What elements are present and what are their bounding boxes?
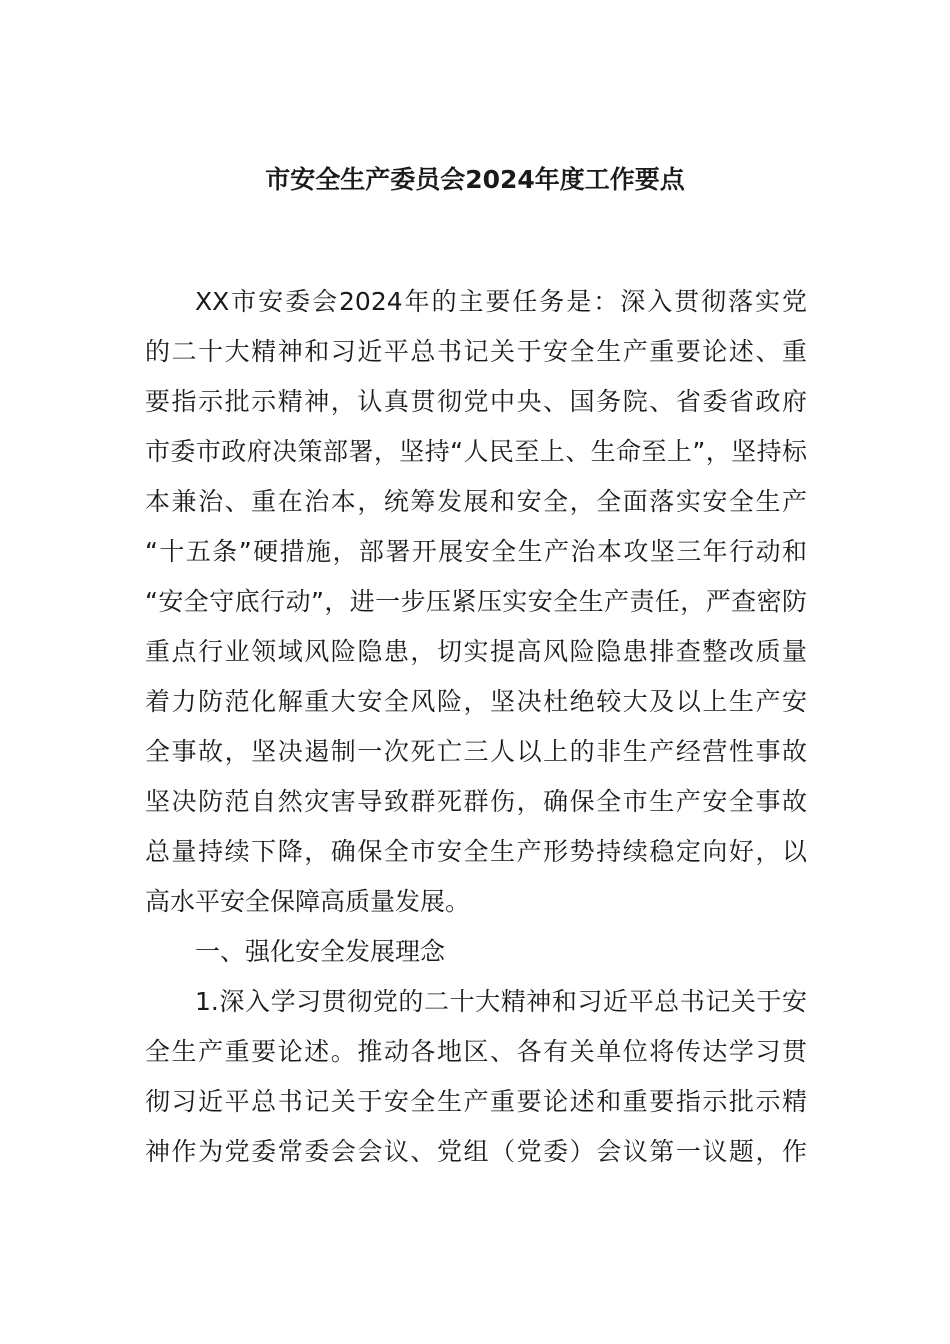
paragraph-line: 本兼治、重在治本，统筹发展和安全，全面落实安全生产 xyxy=(145,487,807,516)
paragraph-line: 神作为党委常委会会议、党组（党委）会议第一议题，作 xyxy=(145,1137,807,1166)
paragraph-line: 坚决防范自然灾害导致群死群伤，确保全市生产安全事故 xyxy=(145,787,807,816)
paragraph-line: XX市安委会2024年的主要任务是：深入贯彻落实党 xyxy=(195,287,807,316)
paragraph-line: 彻习近平总书记关于安全生产重要论述和重要指示批示精 xyxy=(145,1087,807,1116)
document-title: 市安全生产委员会2024年度工作要点 xyxy=(265,165,685,194)
paragraph-line: “安全守底行动”，进一步压紧压实安全生产责任，严查密防 xyxy=(145,587,807,616)
paragraph-line: 的二十大精神和习近平总书记关于安全生产重要论述、重 xyxy=(145,337,807,366)
paragraph-line: 市委市政府决策部署，坚持“人民至上、生命至上”，坚持标 xyxy=(145,437,807,466)
paragraph-line: “十五条”硬措施，部署开展安全生产治本攻坚三年行动和 xyxy=(145,537,807,566)
paragraph-line: 着力防范化解重大安全风险，坚决杜绝较大及以上生产安 xyxy=(145,687,807,716)
paragraph-line: 总量持续下降，确保全市安全生产形势持续稳定向好，以 xyxy=(145,837,807,866)
paragraph-line: 重点行业领域风险隐患，切实提高风险隐患排查整改质量 xyxy=(145,637,807,666)
paragraph-line: 要指示批示精神，认真贯彻党中央、国务院、省委省政府 xyxy=(145,387,807,416)
paragraph-line: 高水平安全保障高质量发展。 xyxy=(145,887,471,916)
paragraph-line: 全生产重要论述。推动各地区、各有关单位将传达学习贯 xyxy=(145,1037,807,1066)
paragraph-line: 全事故，坚决遏制一次死亡三人以上的非生产经营性事故 xyxy=(145,737,807,766)
document-body xyxy=(145,277,807,1177)
paragraph-line: 1.深入学习贯彻党的二十大精神和习近平总书记关于安 xyxy=(195,987,807,1016)
section-heading: 一、强化安全发展理念 xyxy=(195,937,446,966)
